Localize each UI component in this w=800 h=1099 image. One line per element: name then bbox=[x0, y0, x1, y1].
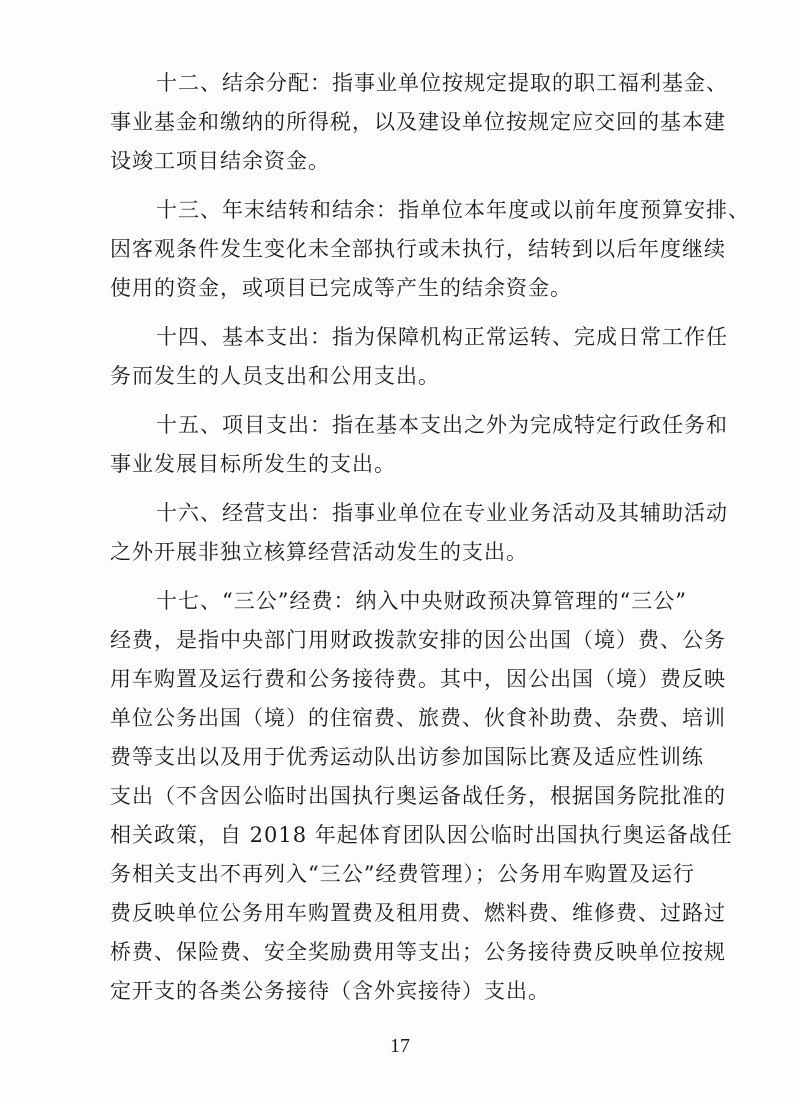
paragraph-16 bbox=[110, 494, 728, 572]
paragraph-line: 十三、年末结转和结余：指单位本年度或以前年度预算安排、 bbox=[156, 198, 750, 222]
paragraph-line: 务相关支出不再列入“三公”经费管理）；公务用车购置及运行 bbox=[110, 862, 695, 886]
paragraph-15 bbox=[110, 406, 728, 484]
paragraph-line: 经费，是指中央部门用财政拨款安排的因公出国（境）费、公务 bbox=[110, 628, 726, 652]
paragraph-line: 用车购置及运行费和公务接待费。其中，因公出国（境）费反映 bbox=[110, 667, 726, 691]
paragraph-line: 十四、基本支出：指为保障机构正常运转、完成日常工作任 bbox=[156, 325, 728, 349]
paragraph-14 bbox=[110, 318, 728, 396]
paragraph-line: 十六、经营支出：指事业单位在专业业务活动及其辅助活动 bbox=[156, 501, 728, 525]
paragraph-line: 之外开展非独立核算经营活动发生的支出。 bbox=[110, 540, 528, 564]
page-number: 17 bbox=[390, 1035, 410, 1057]
paragraph-line: 桥费、保险费、安全奖励费用等支出；公务接待费反映单位按规 bbox=[110, 940, 726, 964]
paragraph-17 bbox=[110, 582, 733, 1011]
paragraph-line: 定开支的各类公务接待（含外宾接待）支出。 bbox=[110, 979, 550, 1003]
paragraph-line: 十五、项目支出：指在基本支出之外为完成特定行政任务和 bbox=[156, 413, 728, 437]
paragraph-13 bbox=[110, 191, 750, 308]
paragraph-line: 支出（不含因公临时出国执行奥运备战任务，根据国务院批准的 bbox=[110, 784, 726, 808]
paragraph-line: 费等支出以及用于优秀运动队出访参加国际比赛及适应性训练 bbox=[110, 745, 704, 769]
paragraph-line: 单位公务出国（境）的住宿费、旅费、伙食补助费、杂费、培训 bbox=[110, 706, 726, 730]
paragraph-line: 事业基金和缴纳的所得税，以及建设单位按规定应交回的基本建 bbox=[110, 110, 726, 134]
paragraph-line: 费反映单位公务用车购置费及租用费、燃料费、维修费、过路过 bbox=[110, 901, 726, 925]
paragraph-line: 务而发生的人员支出和公用支出。 bbox=[110, 364, 440, 388]
paragraph-line: 因客观条件发生变化未全部执行或未执行，结转到以后年度继续 bbox=[110, 237, 726, 261]
paragraph-12 bbox=[110, 64, 728, 181]
paragraph-line: 十七、“三公”经费：纳入中央财政预决算管理的“三公” bbox=[156, 589, 687, 613]
paragraph-line: 事业发展目标所发生的支出。 bbox=[110, 452, 396, 476]
paragraph-line: 十二、结余分配：指事业单位按规定提取的职工福利基金、 bbox=[156, 71, 728, 95]
paragraph-line: 使用的资金，或项目已完成等产生的结余资金。 bbox=[110, 276, 572, 300]
document-body bbox=[110, 64, 750, 1021]
paragraph-line: 相关政策，自 2018 年起体育团队因公临时出国执行奥运备战任 bbox=[110, 823, 733, 847]
paragraph-line: 设竣工项目结余资金。 bbox=[110, 149, 330, 173]
